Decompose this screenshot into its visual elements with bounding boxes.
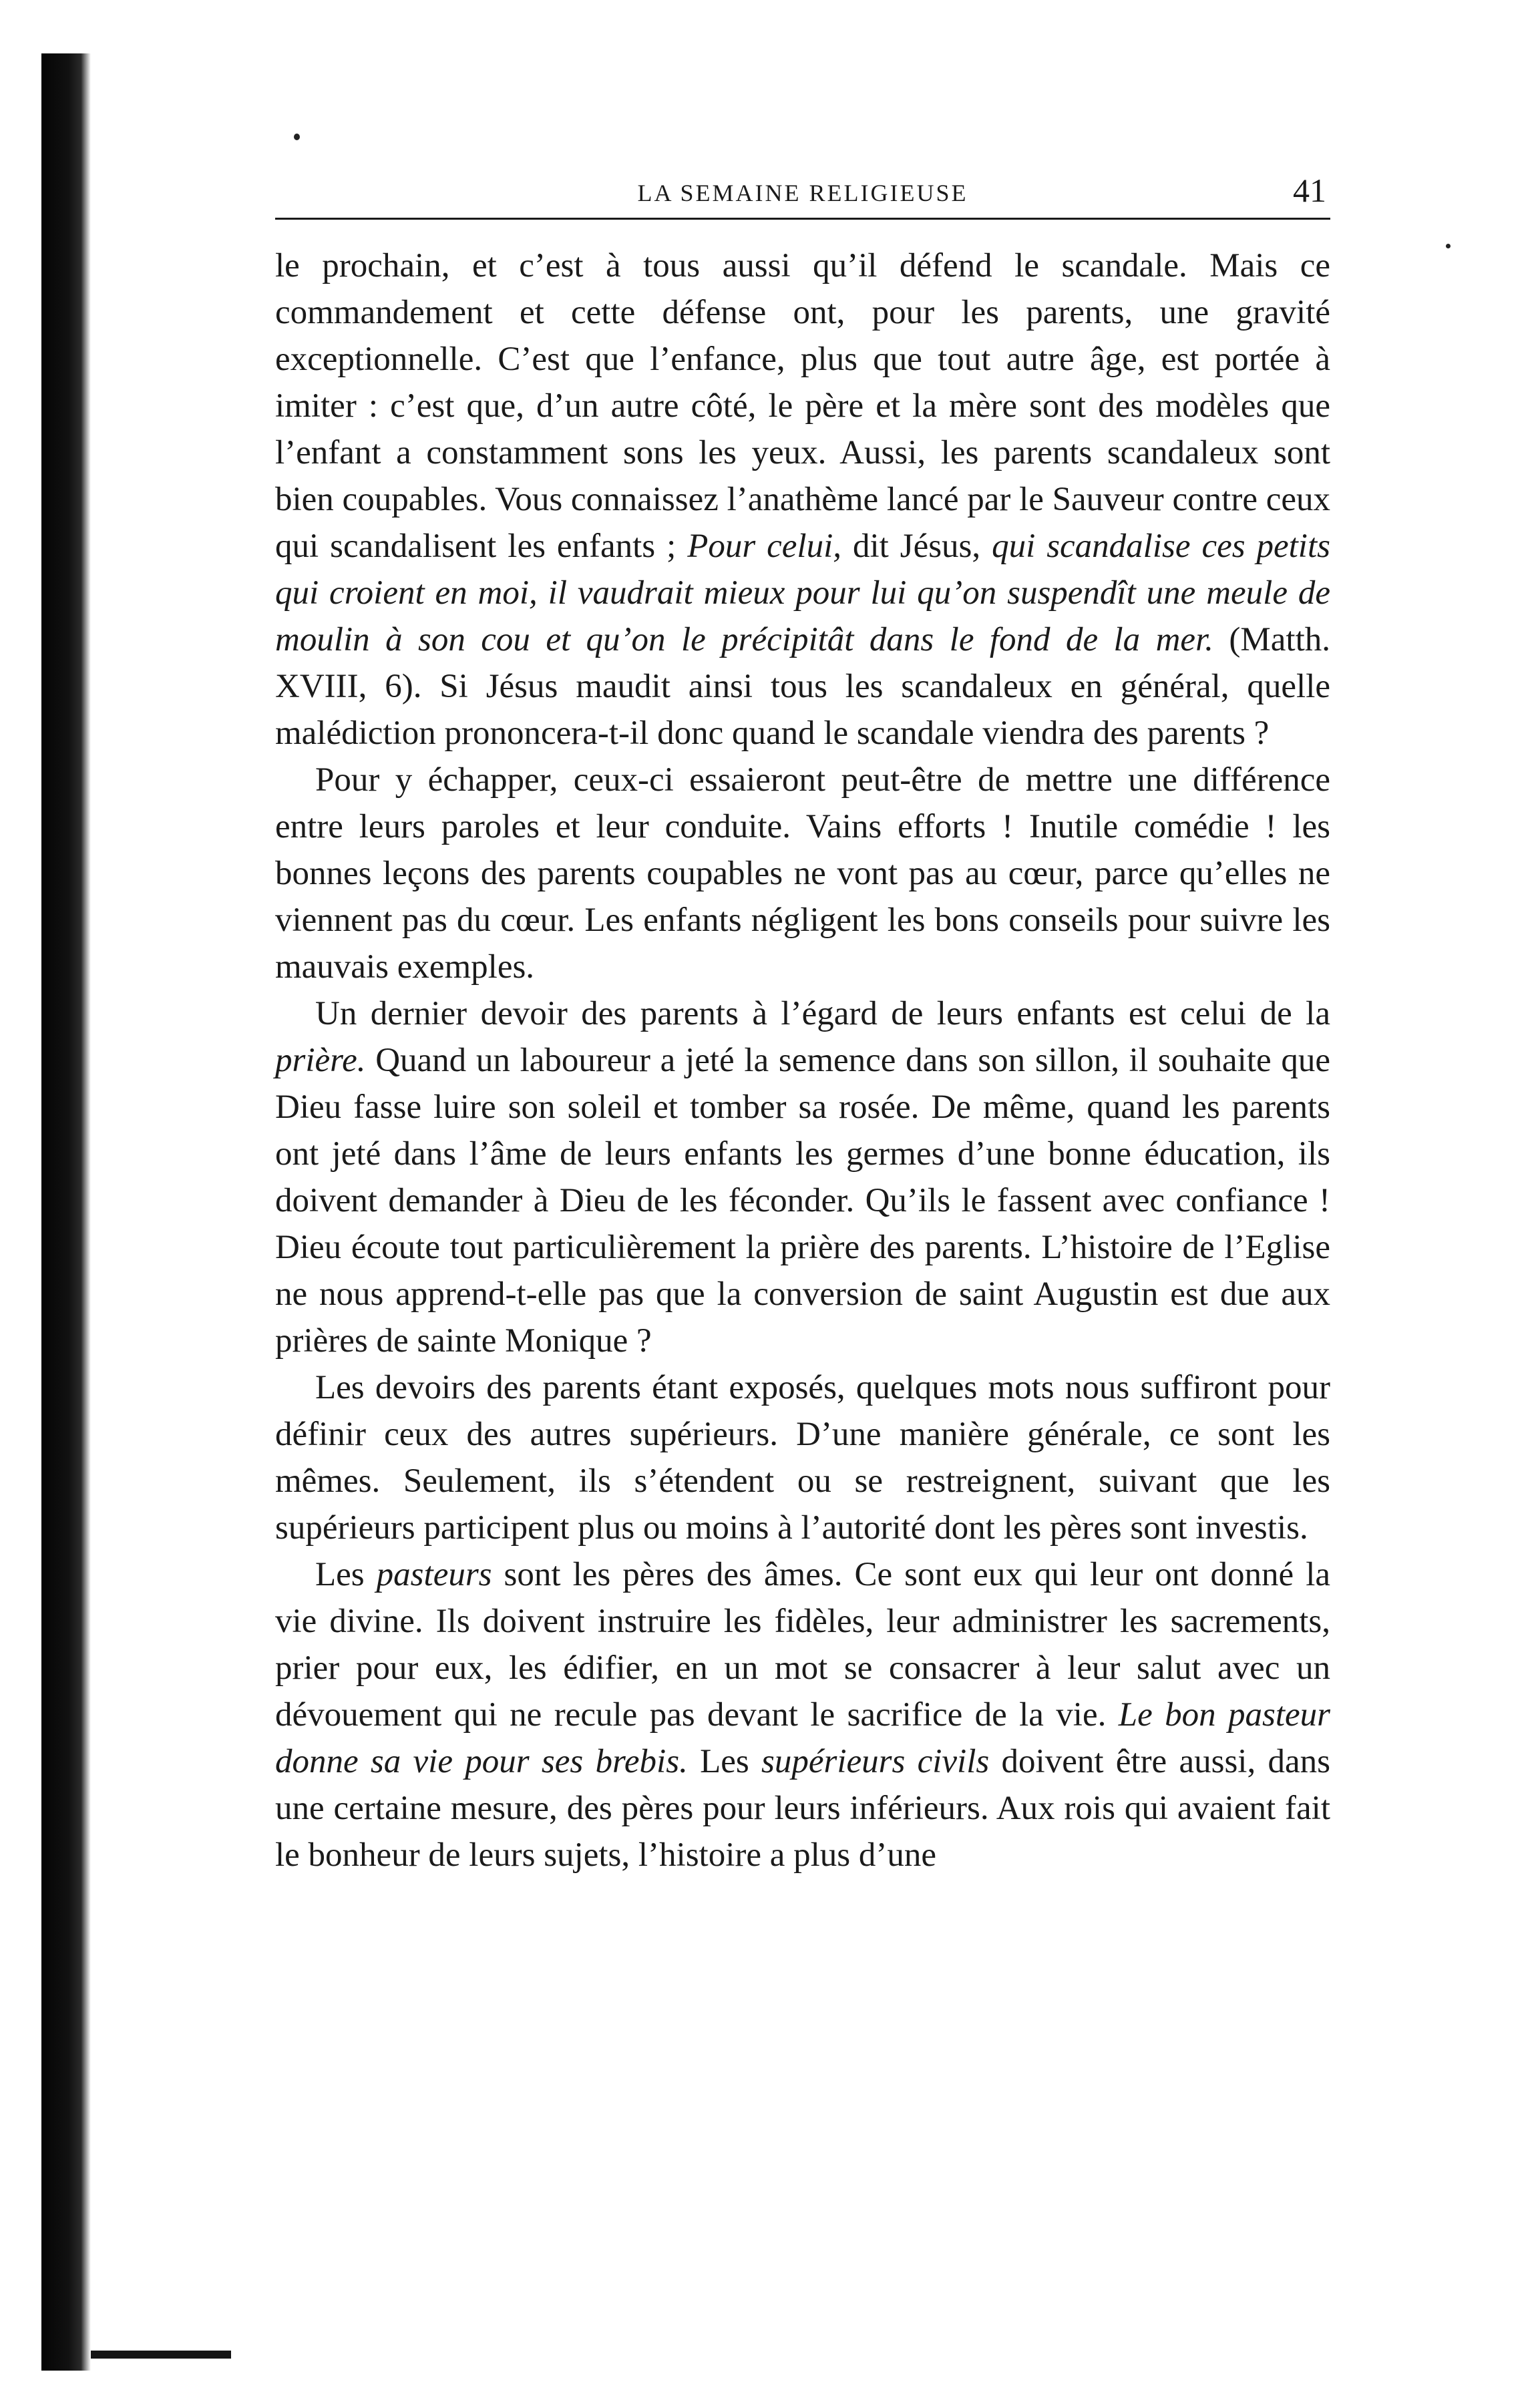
text-run: Les devoirs des parents étant exposés, quelques mots nous suffiront pour définir ceux des autres supérieurs. D’une manière générale, ce sont les mêmes. Seulement, ils s’étendent ou se restreignent, suivant que les supérieurs participent plus ou moins à l’autorité dont les pères sont investis.: [275, 1369, 1330, 1547]
paragraph: [275, 1364, 1330, 1551]
text-run: (Matth. XVIII, 6). Si Jésus maudit ainsi tous les scandaleux en général, quelle malédiction prononcera-t-il donc quand le scandale viendra des parents ?: [275, 621, 1330, 752]
italic-run: Pour celui,: [687, 528, 842, 565]
italic-run: pasteurs: [376, 1556, 492, 1593]
italic-run: Le bon pasteur donne sa vie pour ses brebis.: [275, 1696, 1330, 1780]
running-head: [275, 154, 1330, 220]
ink-speck: [1446, 244, 1451, 248]
paragraph: [275, 990, 1330, 1364]
italic-run: supérieurs civils: [761, 1743, 990, 1780]
text-run: le prochain, et c’est à tous aussi qu’il défend le scandale. Mais ce commandement et cette défense ont, pour les parents, une gravité exceptionnelle. C’est que l’enfance, plus que tout autre âge, est portée à imiter : c’est que, d’un autre côté, le père et la mère sont des modèles que l’enfant a constamment sons les yeux. Aussi, les parents scandaleux sont bien coupables. Vous connaissez l’anathème lancé par le Sauveur contre ceux qui scandalisent les enfants ;: [275, 247, 1330, 565]
text-run: Les: [687, 1743, 762, 1780]
page: [275, 154, 1330, 1878]
text-run: doivent être aussi, dans une certaine mesure, des pères pour leurs inférieurs. Aux rois qui avaient fait le bonheur de leurs sujets, l’histoire a plus d’une: [275, 1743, 1330, 1874]
paragraph: [275, 757, 1330, 990]
text-run: dit Jésus,: [841, 528, 992, 565]
text-run: Un dernier devoir des parents à l’égard de leurs enfants est celui de la: [315, 995, 1330, 1032]
text-run: Les: [315, 1556, 377, 1593]
scan-margin-shadow: [41, 53, 91, 2371]
article-body: [275, 242, 1330, 1878]
page-number: 41: [1293, 172, 1326, 209]
running-title: LA SEMAINE RELIGIEUSE: [637, 180, 968, 206]
scan-margin-shadow-foot: [91, 2351, 231, 2359]
paragraph: [275, 1551, 1330, 1878]
text-run: Quand un laboureur a jeté la semence dans son sillon, il souhaite que Dieu fasse luire son soleil et tomber sa rosée. De même, quand les parents ont jeté dans l’âme de leurs enfants les germes d’une bonne éducation, ils doivent demander à Dieu de les féconder. Qu’ils le fassent avec confiance ! Dieu écoute tout particulièrement la prière des parents. L’histoire de l’Eglise ne nous apprend-t-elle pas que la conversion de saint Augustin est due aux prières de sainte Monique ?: [275, 1042, 1330, 1360]
italic-run: prière.: [275, 1042, 366, 1079]
text-run: sont les pères des âmes. Ce sont eux qui leur ont donné la vie divine. Ils doivent instruire les fidèles, leur administrer les sacrements, prier pour eux, les édifier, en un mot se consacrer à leur salut avec un dévouement qui ne recule pas devant le sacrifice de la vie.: [275, 1556, 1331, 1734]
italic-run: qui scandalise ces petits qui croient en moi, il vaudrait mieux pour lui qu’on suspendît une meule de moulin à son cou et qu’on le précipitât dans le fond de la mer.: [275, 528, 1330, 658]
paragraph: [275, 242, 1330, 757]
text-run: Pour y échapper, ceux-ci essaieront peut-être de mettre une différence entre leurs paroles et leur conduite. Vains efforts ! Inutile comédie ! les bonnes leçons des parents coupables ne vont pas au cœur, parce qu’elles ne viennent pas du cœur. Les enfants négligent les bons conseils pour suivre les mauvais exemples.: [275, 761, 1330, 986]
ink-speck: [294, 134, 300, 140]
